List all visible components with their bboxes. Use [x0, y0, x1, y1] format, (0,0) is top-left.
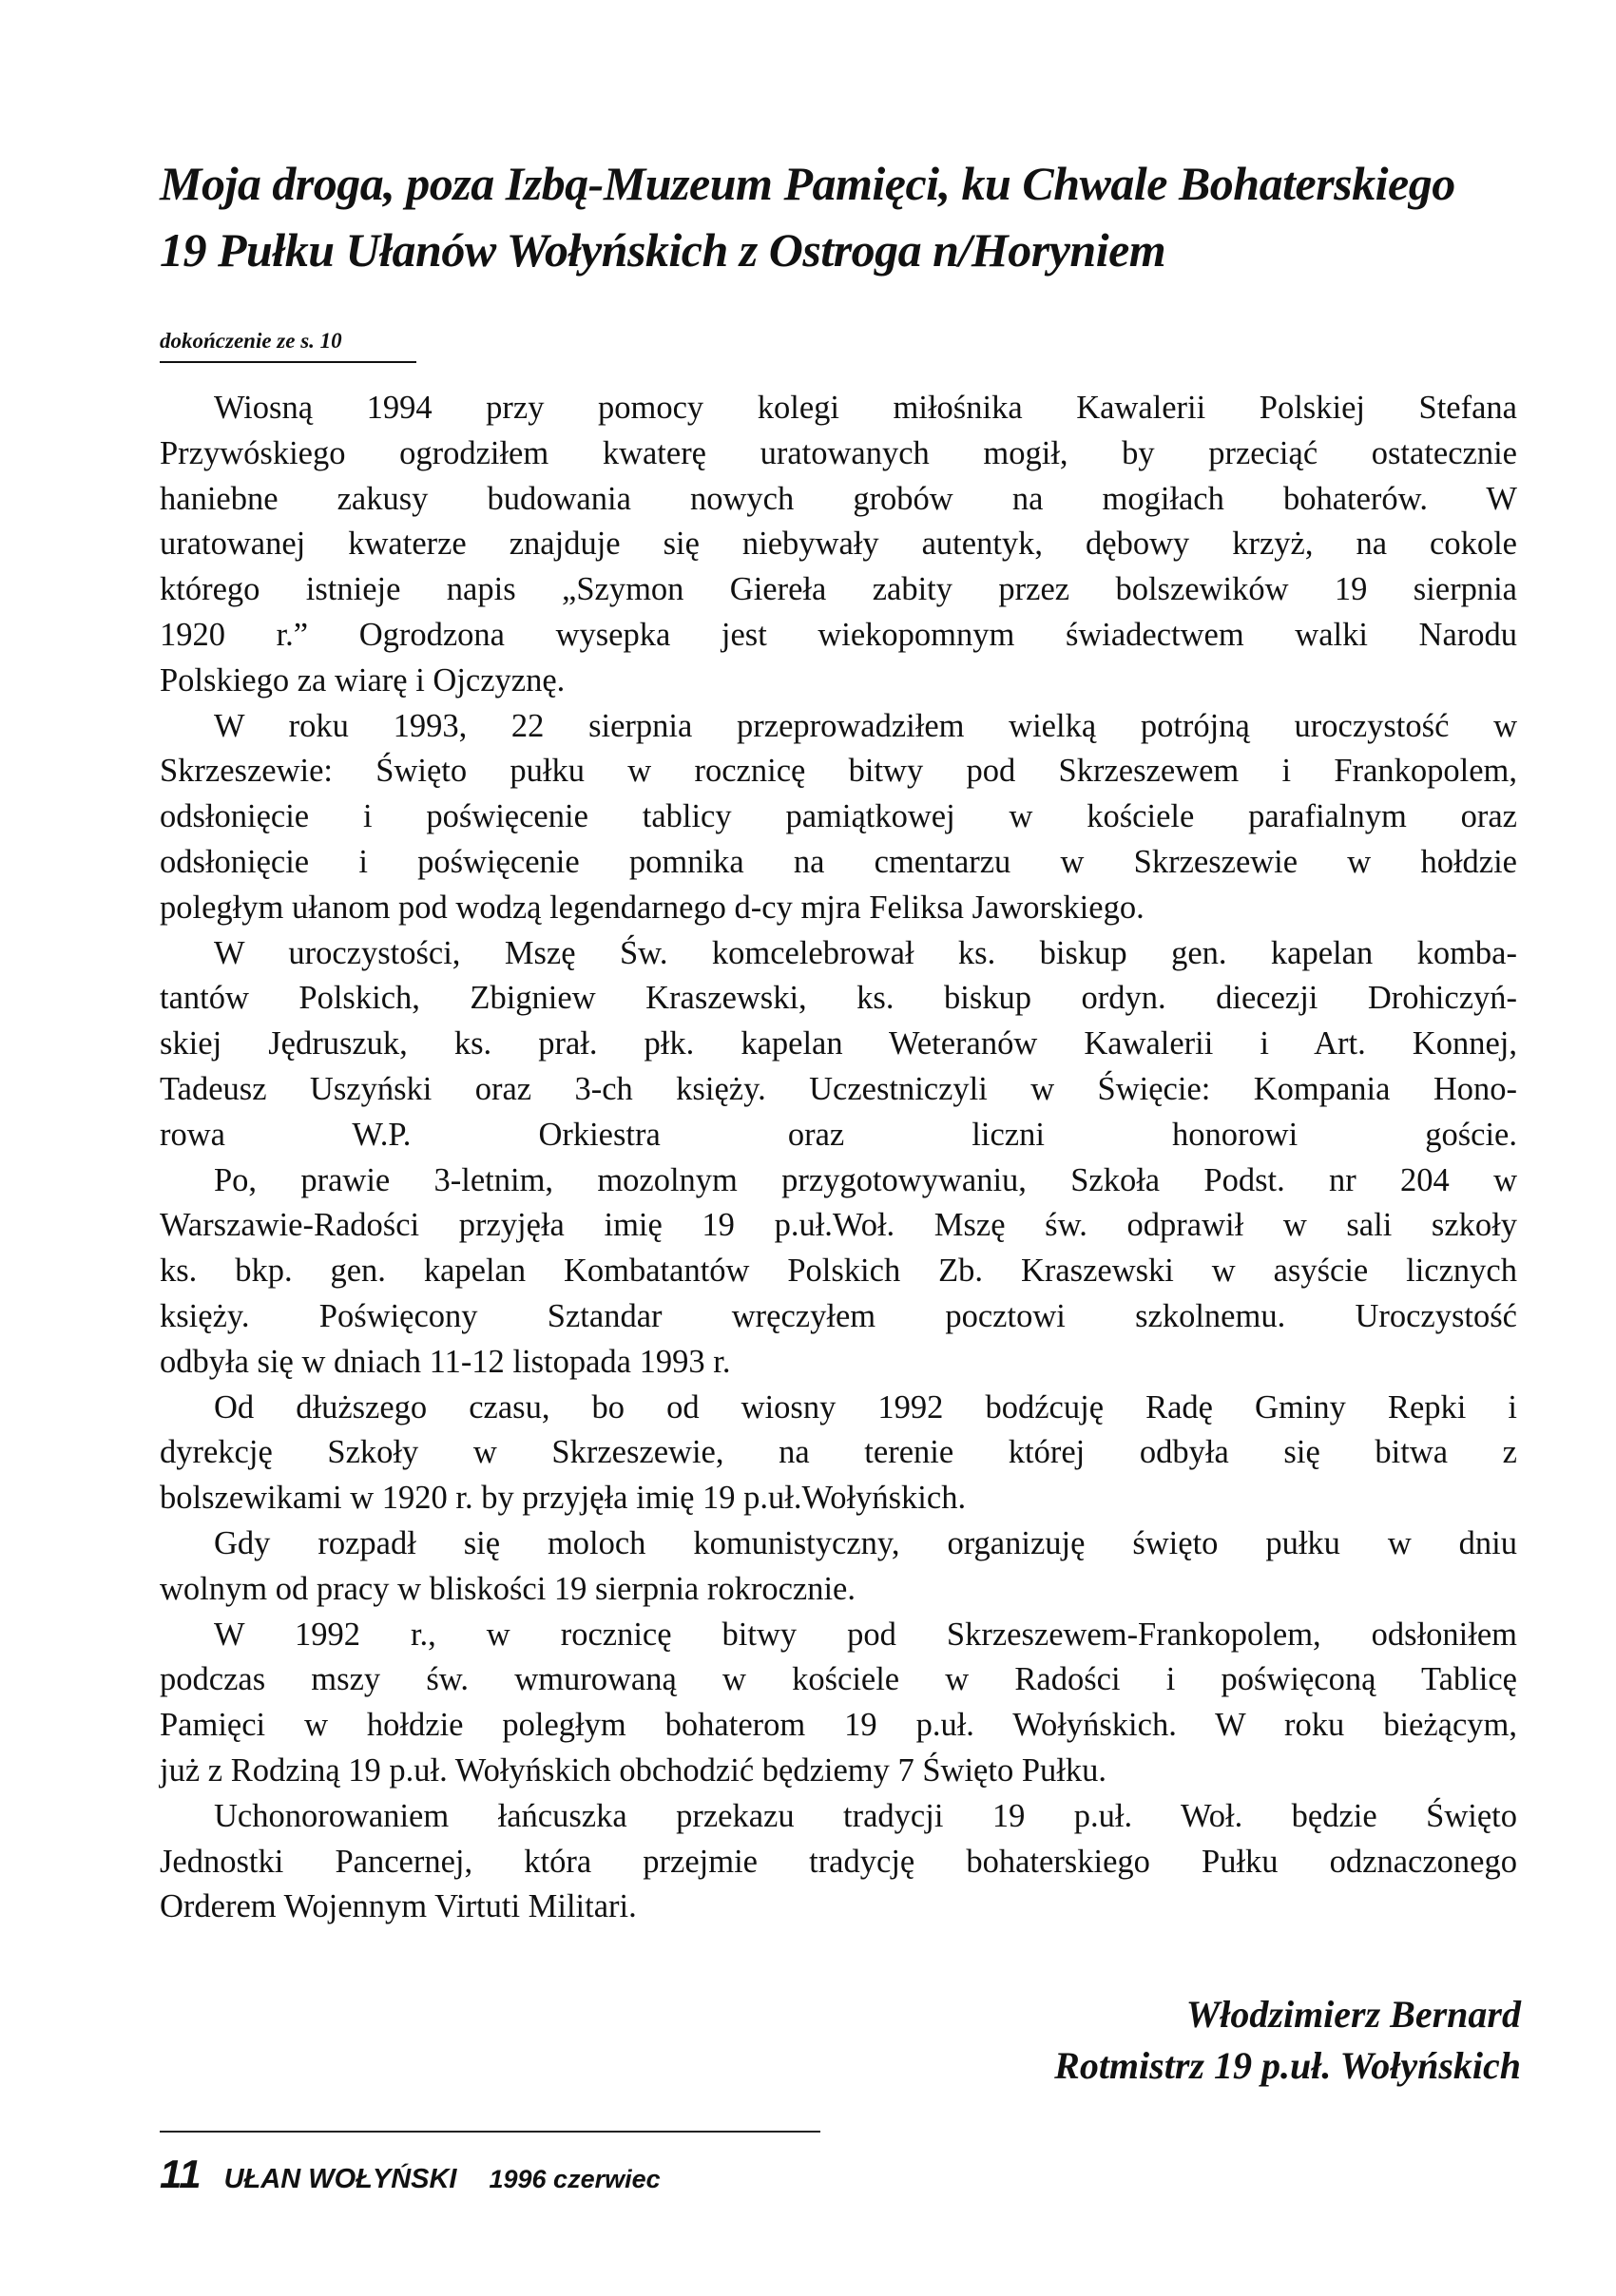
text-line: Jednostki Pancernej, która przejmie tradycję bohaterskiego Pułku odznaczonego	[160, 1843, 1517, 1880]
text-line: Orderem Wojennym Virtuti Militari.	[160, 1888, 637, 1925]
paragraph	[160, 1158, 1517, 1386]
continuation-underline	[160, 361, 416, 363]
paragraph	[160, 1613, 1517, 1794]
text-line: Wiosną 1994 przy pomocy kolegi miłośnika Kawalerii Polskiej Stefana	[214, 390, 1517, 426]
title-line: Moja droga, poza Izbą-Muzeum Pamięci, ku Chwale Bohaterskiego	[160, 157, 1455, 210]
text-line: dyrekcję Szkoły w Skrzeszewie, na terenie której odbyła się bitwa z	[160, 1434, 1517, 1471]
text-line: tantów Polskich, Zbigniew Kraszewski, ks. biskup ordyn. diecezji Drohiczyń-	[160, 980, 1517, 1017]
paragraph	[160, 931, 1517, 1158]
text-line: 1920 r.” Ogrodzona wysepka jest wiekopomnym świadectwem walki Narodu	[160, 616, 1517, 653]
paragraph	[160, 1521, 1517, 1613]
text-line: skiej Jędruszuk, ks. prał. płk. kapelan Weteranów Kawalerii i Art. Konnej,	[160, 1025, 1517, 1062]
text-line: księży. Poświęcony Sztandar wręczyłem pocztowi szkolnemu. Uroczystość	[160, 1297, 1517, 1334]
issue-date: 1996 czerwiec	[489, 2165, 661, 2193]
page-number: 11	[160, 2152, 202, 2196]
publication-name: UŁAN WOŁYŃSKI	[223, 2164, 457, 2194]
text-line: Tadeusz Uszyński oraz 3-ch księży. Uczestniczyli w Święcie: Kompania Hono-	[160, 1070, 1517, 1107]
author-rank: Rotmistrz 19 p.uł. Wołyńskich	[1054, 2044, 1521, 2087]
text-line: Pamięci w hołdzie poległym bohaterom 19 p.uł. Wołyńskich. W roku bieżącym,	[160, 1707, 1517, 1744]
paragraph	[160, 704, 1517, 931]
author-name: Włodzimierz Bernard	[1185, 1993, 1521, 2036]
text-line: Uchonorowaniem łańcuszka przekazu tradycji 19 p.uł. Woł. będzie Święto	[214, 1797, 1517, 1834]
continuation-note: dokończenie ze s. 10	[160, 329, 342, 353]
text-line: bolszewikami w 1920 r. by przyjęła imię 19 p.uł.Wołyńskich.	[160, 1480, 967, 1517]
text-line: haniebne zakusy budowania nowych grobów na mogiłach bohaterów. W	[160, 480, 1517, 517]
title-line: 19 Pułku Ułanów Wołyńskich z Ostroga n/Horyniem	[160, 223, 1166, 277]
text-line: Polskiego za wiarę i Ojczyznę.	[160, 661, 566, 698]
text-line: uratowanej kwaterze znajduje się niebywały autentyk, dębowy krzyż, na cokole	[160, 526, 1517, 563]
text-line: W roku 1993, 22 sierpnia przeprowadziłem wielką potrójną uroczystość w	[214, 707, 1517, 744]
paragraph	[160, 1386, 1517, 1521]
paragraph	[160, 386, 1517, 704]
text-line: którego istnieje napis „Szymon Giereła zabity przez bolszewików 19 sierpnia	[160, 571, 1517, 608]
text-line: odsłonięcie i poświęcenie tablicy pamiątkowej w kościele parafialnym oraz	[160, 798, 1517, 835]
article-body	[160, 386, 1517, 1930]
text-line: już z Rodziną 19 p.uł. Wołyńskich obchodzić będziemy 7 Święto Pułku.	[160, 1751, 1106, 1789]
footer-rule	[160, 2131, 820, 2133]
text-line: odsłonięcie i poświęcenie pomnika na cmentarzu w Skrzeszewie w hołdzie	[160, 843, 1517, 880]
text-line: Po, prawie 3-letnim, mozolnym przygotowywaniu, Szkoła Podst. nr 204 w	[214, 1161, 1517, 1198]
text-line: ks. bkp. gen. kapelan Kombatantów Polskich Zb. Kraszewski w asyście licznych	[160, 1253, 1517, 1290]
text-line: W uroczystości, Mszę Św. komcelebrował ks. biskup gen. kapelan komba-	[214, 934, 1517, 971]
paragraph	[160, 1794, 1517, 1930]
page-footer	[160, 2152, 661, 2197]
text-line: rowa W.P. Orkiestra oraz liczni honorowi goście.	[160, 1116, 1517, 1153]
text-line: Warszawie-Radości przyjęła imię 19 p.uł.Woł. Mszę św. odprawił w sali szkoły	[160, 1207, 1517, 1244]
text-line: W 1992 r., w rocznicę bitwy pod Skrzeszewem-Frankopolem, odsłoniłem	[214, 1616, 1517, 1653]
text-line: Skrzeszewie: Święto pułku w rocznicę bitwy pod Skrzeszewem i Frankopolem,	[160, 753, 1517, 790]
text-line: Przywóskiego ogrodziłem kwaterę uratowanych mogił, by przeciąć ostatecznie	[160, 434, 1517, 471]
text-line: odbyła się w dniach 11-12 listopada 1993 r.	[160, 1343, 731, 1380]
text-line: podczas mszy św. wmurowaną w kościele w Radości i poświęconą Tablicę	[160, 1661, 1517, 1698]
text-line: Od dłuższego czasu, bo od wiosny 1992 bodźcuję Radę Gminy Repki i	[214, 1388, 1517, 1425]
article-title	[160, 150, 1510, 283]
text-line: wolnym od pracy w bliskości 19 sierpnia rokrocznie.	[160, 1570, 856, 1607]
signature-block	[1054, 1989, 1521, 2092]
text-line: poległym ułanom pod wodzą legendarnego d-cy mjra Feliksa Jaworskiego.	[160, 889, 1145, 926]
text-line: Gdy rozpadł się moloch komunistyczny, organizuję święto pułku w dniu	[214, 1524, 1517, 1561]
